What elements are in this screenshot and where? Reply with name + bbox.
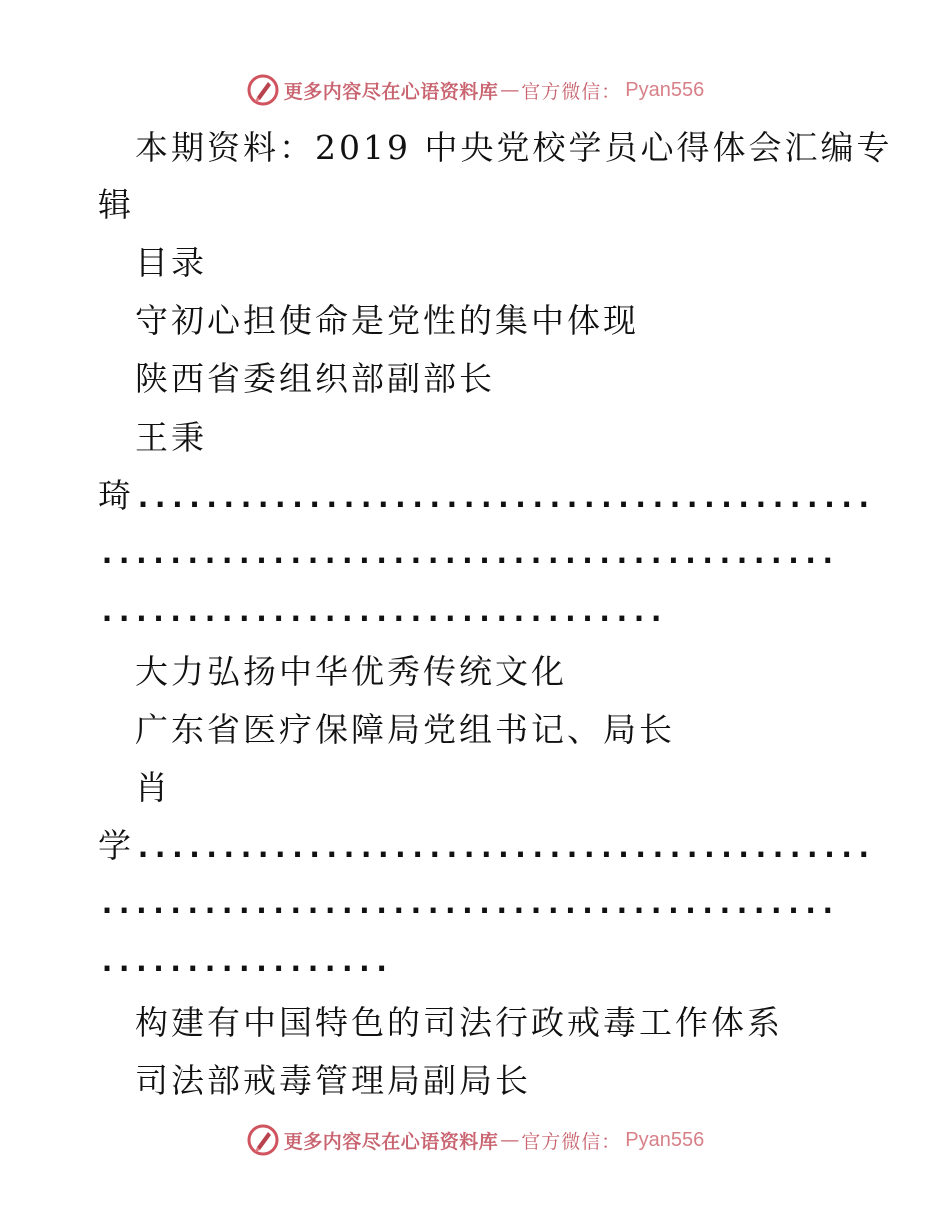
- toc-entry-name: 肖: [135, 768, 171, 807]
- leader-dots: ...........................................: [134, 480, 872, 515]
- watermark-dash: —: [500, 1129, 520, 1151]
- watermark-brand: 更多内容尽在心语资料库: [283, 1130, 499, 1153]
- header-watermark: [0, 70, 950, 110]
- toc-entry-name: 王秉: [135, 418, 207, 457]
- toc-entry-name-tail: 琦: [98, 476, 134, 515]
- leader-dots: ...........................................: [98, 536, 836, 571]
- pen-logo-icon: [246, 1123, 280, 1157]
- toc-entry-name-tail: 学: [98, 826, 134, 865]
- toc-heading: 目录: [135, 243, 207, 282]
- doc-title-line2: 辑: [98, 185, 134, 224]
- footer-watermark: [0, 1120, 950, 1160]
- toc-entry-leader: [98, 826, 872, 868]
- watermark-brand: 更多内容尽在心语资料库: [283, 80, 499, 103]
- toc-entry-title: 守初心担使命是党性的集中体现: [135, 301, 639, 340]
- leader-dots: .................: [98, 944, 390, 979]
- watermark-wechat-label: 官方微信：: [521, 80, 622, 103]
- pen-logo-icon: [246, 73, 280, 107]
- toc-entry-position: 广东省医疗保障局党组书记、局长: [135, 710, 675, 749]
- toc-entry-leader: [98, 476, 872, 518]
- toc-entry-position: 陕西省委组织部副部长: [135, 359, 495, 398]
- watermark-wechat-id: Pyan556: [625, 78, 705, 101]
- watermark-wechat-id: Pyan556: [625, 1128, 705, 1151]
- leader-dots: ...........................................: [134, 830, 872, 865]
- watermark-dash: —: [500, 79, 520, 101]
- toc-entry-position: 司法部戒毒管理局副局长: [135, 1061, 531, 1100]
- leader-dots: ...........................................: [98, 886, 836, 921]
- watermark-wechat-label: 官方微信：: [521, 1130, 622, 1153]
- toc-entry-title: 构建有中国特色的司法行政戒毒工作体系: [135, 1003, 783, 1042]
- leader-dots: .................................: [98, 594, 665, 629]
- doc-title-line1: 本期资料：2019 中央党校学员心得体会汇编专: [135, 128, 893, 167]
- toc-entry-title: 大力弘扬中华优秀传统文化: [135, 652, 567, 691]
